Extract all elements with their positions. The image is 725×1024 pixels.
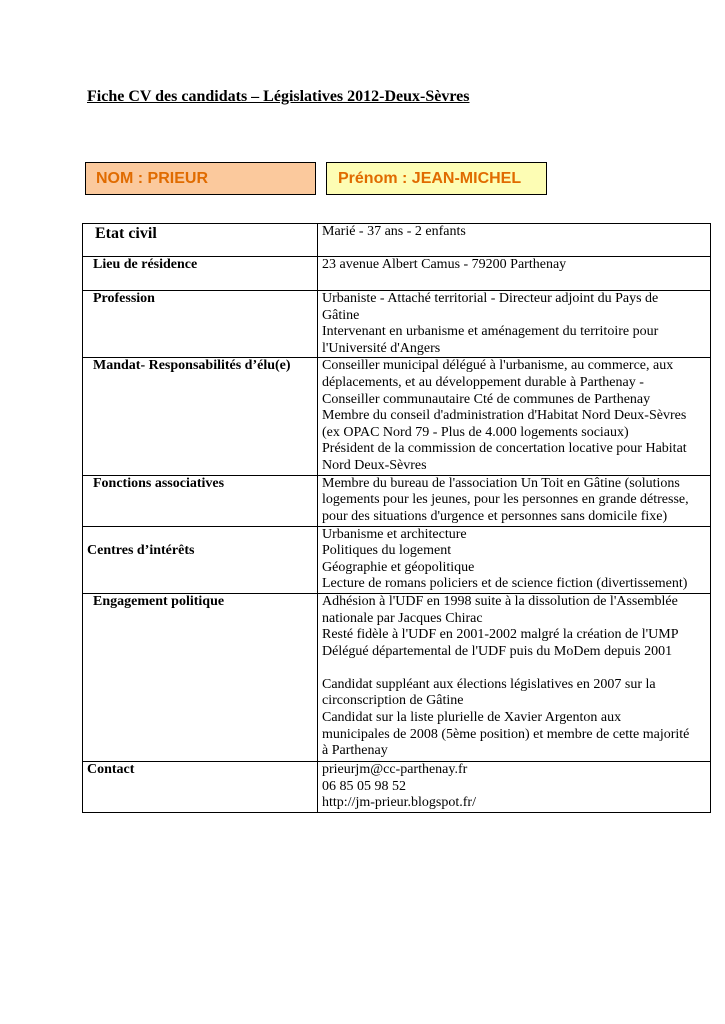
value-line: Délégué départemental de l'UDF puis du MoDem depuis 2001 xyxy=(322,643,673,659)
value-residence xyxy=(318,257,711,291)
value-engagement xyxy=(318,593,711,761)
value-fonctions xyxy=(318,475,711,526)
value-line: Candidat suppléant aux élections législatives en 2007 sur la xyxy=(322,676,656,692)
value-line: à Parthenay xyxy=(322,743,388,759)
blank-line xyxy=(322,660,706,677)
value-line: Conseiller communautaire Cté de communes de Parthenay xyxy=(322,391,651,407)
value-line: déplacements, et au développement durable à Parthenay - xyxy=(322,374,644,390)
label-text: Etat civil xyxy=(95,225,157,242)
label-text: Centres d’intérêts xyxy=(87,542,195,558)
value-line: Politiques du logement xyxy=(322,543,452,559)
value-line: nationale par Jacques Chirac xyxy=(322,610,483,626)
value-line: Président de la commission de concertation locative pour Habitat xyxy=(322,441,687,457)
value-centres xyxy=(318,526,711,593)
value-line: Gâtine xyxy=(322,307,360,323)
value-line: Intervenant en urbanisme et aménagement du territoire pour xyxy=(322,324,659,340)
value-etat-civil xyxy=(318,224,711,257)
row-centres xyxy=(83,526,711,593)
row-fonctions xyxy=(83,475,711,526)
value-line: prieurjm@cc-parthenay.fr xyxy=(322,761,468,777)
row-contact xyxy=(83,761,711,812)
value-line: http://jm-prieur.blogspot.fr/ xyxy=(322,795,476,811)
value-mandat xyxy=(318,358,711,475)
value-line: circonscription de Gâtine xyxy=(322,693,464,709)
value-line: municipales de 2008 (5ème position) et membre de cette majorité xyxy=(322,726,690,742)
label-text: Lieu de résidence xyxy=(93,257,198,272)
label-text: Contact xyxy=(87,761,135,777)
row-engagement xyxy=(83,593,711,761)
value-line: Membre du bureau de l'association Un Toit en Gâtine (solutions xyxy=(322,475,680,491)
label-residence xyxy=(83,257,318,291)
value-line: 23 avenue Albert Camus - 79200 Parthenay xyxy=(322,257,567,272)
label-text: Mandat- Responsabilités d’élu(e) xyxy=(93,358,291,374)
label-mandat xyxy=(83,358,318,475)
value-line: Lecture de romans policiers et de science fiction (divertissement) xyxy=(322,576,688,592)
row-residence xyxy=(83,257,711,291)
value-line: Urbanisme et architecture xyxy=(322,526,467,542)
value-line: l'Université d'Angers xyxy=(322,340,441,356)
value-line: Adhésion à l'UDF en 1998 suite à la dissolution de l'Assemblée xyxy=(322,593,678,609)
prenom-box: Prénom : JEAN-MICHEL xyxy=(326,162,547,195)
value-line: Membre du conseil d'administration d'Habitat Nord Deux-Sèvres xyxy=(322,408,687,424)
label-fonctions xyxy=(83,475,318,526)
cv-table xyxy=(82,223,711,813)
value-line: Conseiller municipal délégué à l'urbanisme, au commerce, aux xyxy=(322,358,674,374)
label-profession xyxy=(83,291,318,358)
label-engagement xyxy=(83,593,318,761)
value-line: Nord Deux-Sèvres xyxy=(322,457,427,473)
row-mandat xyxy=(83,358,711,475)
value-line: logements pour les jeunes, pour les personnes en grande détresse, xyxy=(322,492,689,508)
value-line: (ex OPAC Nord 79 - Plus de 4.000 logements sociaux) xyxy=(322,424,629,440)
value-line: pour des situations d'urgence et personnes sans domicile fixe) xyxy=(322,508,668,524)
label-text: Engagement politique xyxy=(93,593,225,609)
label-text: Profession xyxy=(93,291,155,306)
label-contact xyxy=(83,761,318,812)
value-line: Urbaniste - Attaché territorial - Directeur adjoint du Pays de xyxy=(322,291,659,306)
document-title: Fiche CV des candidats – Législatives 2012-Deux-Sèvres xyxy=(87,88,470,105)
value-line: 06 85 05 98 52 xyxy=(322,778,406,794)
label-etat-civil xyxy=(83,224,318,257)
value-profession xyxy=(318,291,711,358)
value-line: Marié - 37 ans - 2 enfants xyxy=(322,224,466,239)
label-centres xyxy=(83,526,318,593)
nom-box: NOM : PRIEUR xyxy=(85,162,316,195)
value-line: Candidat sur la liste plurielle de Xavier Argenton aux xyxy=(322,710,622,726)
value-line: Resté fidèle à l'UDF en 2001-2002 malgré la création de l'UMP xyxy=(322,627,679,643)
label-text: Fonctions associatives xyxy=(93,475,225,491)
row-profession xyxy=(83,291,711,358)
value-line: Géographie et géopolitique xyxy=(322,559,475,575)
row-etat-civil xyxy=(83,224,711,257)
value-contact xyxy=(318,761,711,812)
